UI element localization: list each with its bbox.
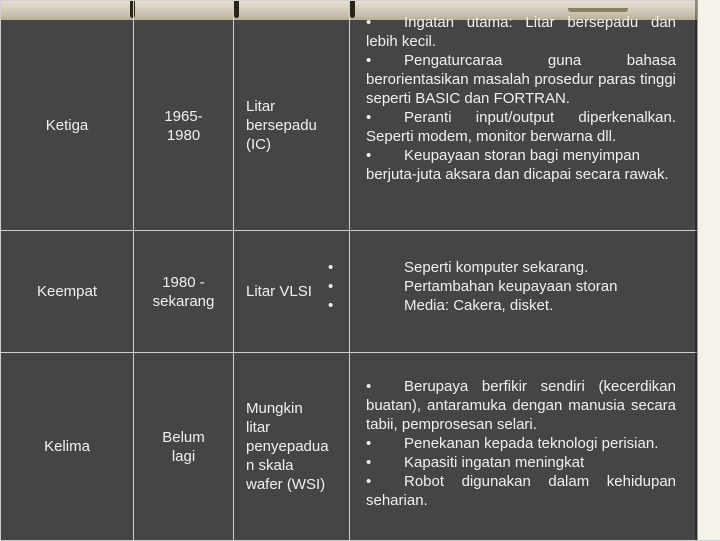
table-row [1, 1, 720, 231]
technology-label: Litar VLSI [246, 283, 312, 300]
features-cell [350, 231, 720, 353]
bullet-icon: • [366, 434, 404, 453]
years-cell [134, 353, 234, 541]
bullet-icon: • [366, 453, 404, 472]
feature-item: • Pertambahan keupayaan storan [366, 277, 676, 296]
bullet-icon: • [366, 296, 404, 315]
bullet-icon: • [366, 146, 404, 165]
right-edge-strip [697, 0, 720, 540]
features-cell [350, 353, 720, 541]
bullet-icon: • [366, 472, 404, 491]
bullet-icon: • [366, 51, 404, 70]
feature-item: • Media: Cakera, disket. [366, 296, 676, 315]
bullet-icon: • [366, 258, 404, 277]
technology-cell [234, 353, 350, 541]
table-row [1, 353, 720, 541]
bullet-icon: • [366, 377, 404, 396]
technology-cell [234, 1, 350, 231]
feature-item: • Penekanan kepada teknologi perisian. [366, 434, 676, 453]
feature-item: • Seperti komputer sekarang. [366, 258, 676, 277]
feature-item: • Robot digunakan dalam kehidupan seharian. [366, 472, 676, 510]
years-cell [134, 231, 234, 353]
features-cell [350, 1, 720, 231]
generation-cell [1, 1, 134, 231]
feature-item: • Peranti input/output diperkenalkan. Seperti modem, monitor berwarna dll. [366, 108, 676, 146]
generation-label: Ketiga [46, 117, 89, 134]
feature-item: • Ingatan utama: Litar bersepadu dan lebih kecil. [366, 13, 676, 51]
technology-label: Mungkin litar penyepadua n skala wafer (WSI) [246, 400, 329, 493]
bullet-icon: • [366, 108, 404, 127]
generation-label: Kelima [44, 438, 90, 455]
years-label: 1965- 1980 [164, 108, 202, 144]
feature-item: • Berupaya berfikir sendiri (kecerdikan buatan), antaramuka dengan manusia secara tabii, pemprosesan selari. [366, 377, 676, 434]
years-cell [134, 1, 234, 231]
feature-item: • Keupayaan storan bagi menyimpan berjuta-juta aksara dan dicapai secara rawak. [366, 146, 676, 184]
generation-label: Keempat [37, 283, 97, 300]
generation-cell [1, 353, 134, 541]
table-row [1, 231, 720, 353]
technology-label: Litar bersepadu (IC) [246, 98, 317, 153]
feature-item: • Kapasiti ingatan meningkat [366, 453, 676, 472]
feature-item: • Pengaturcaraa guna bahasa berorientasikan masalah prosedur paras tinggi seperti BASIC dan FORTRAN. [366, 51, 676, 108]
years-label: Belum lagi [162, 429, 205, 465]
bullet-icon: • [366, 13, 404, 32]
generation-cell [1, 231, 134, 353]
years-label: 1980 - sekarang [153, 274, 215, 310]
bullet-icon: • [366, 277, 404, 296]
